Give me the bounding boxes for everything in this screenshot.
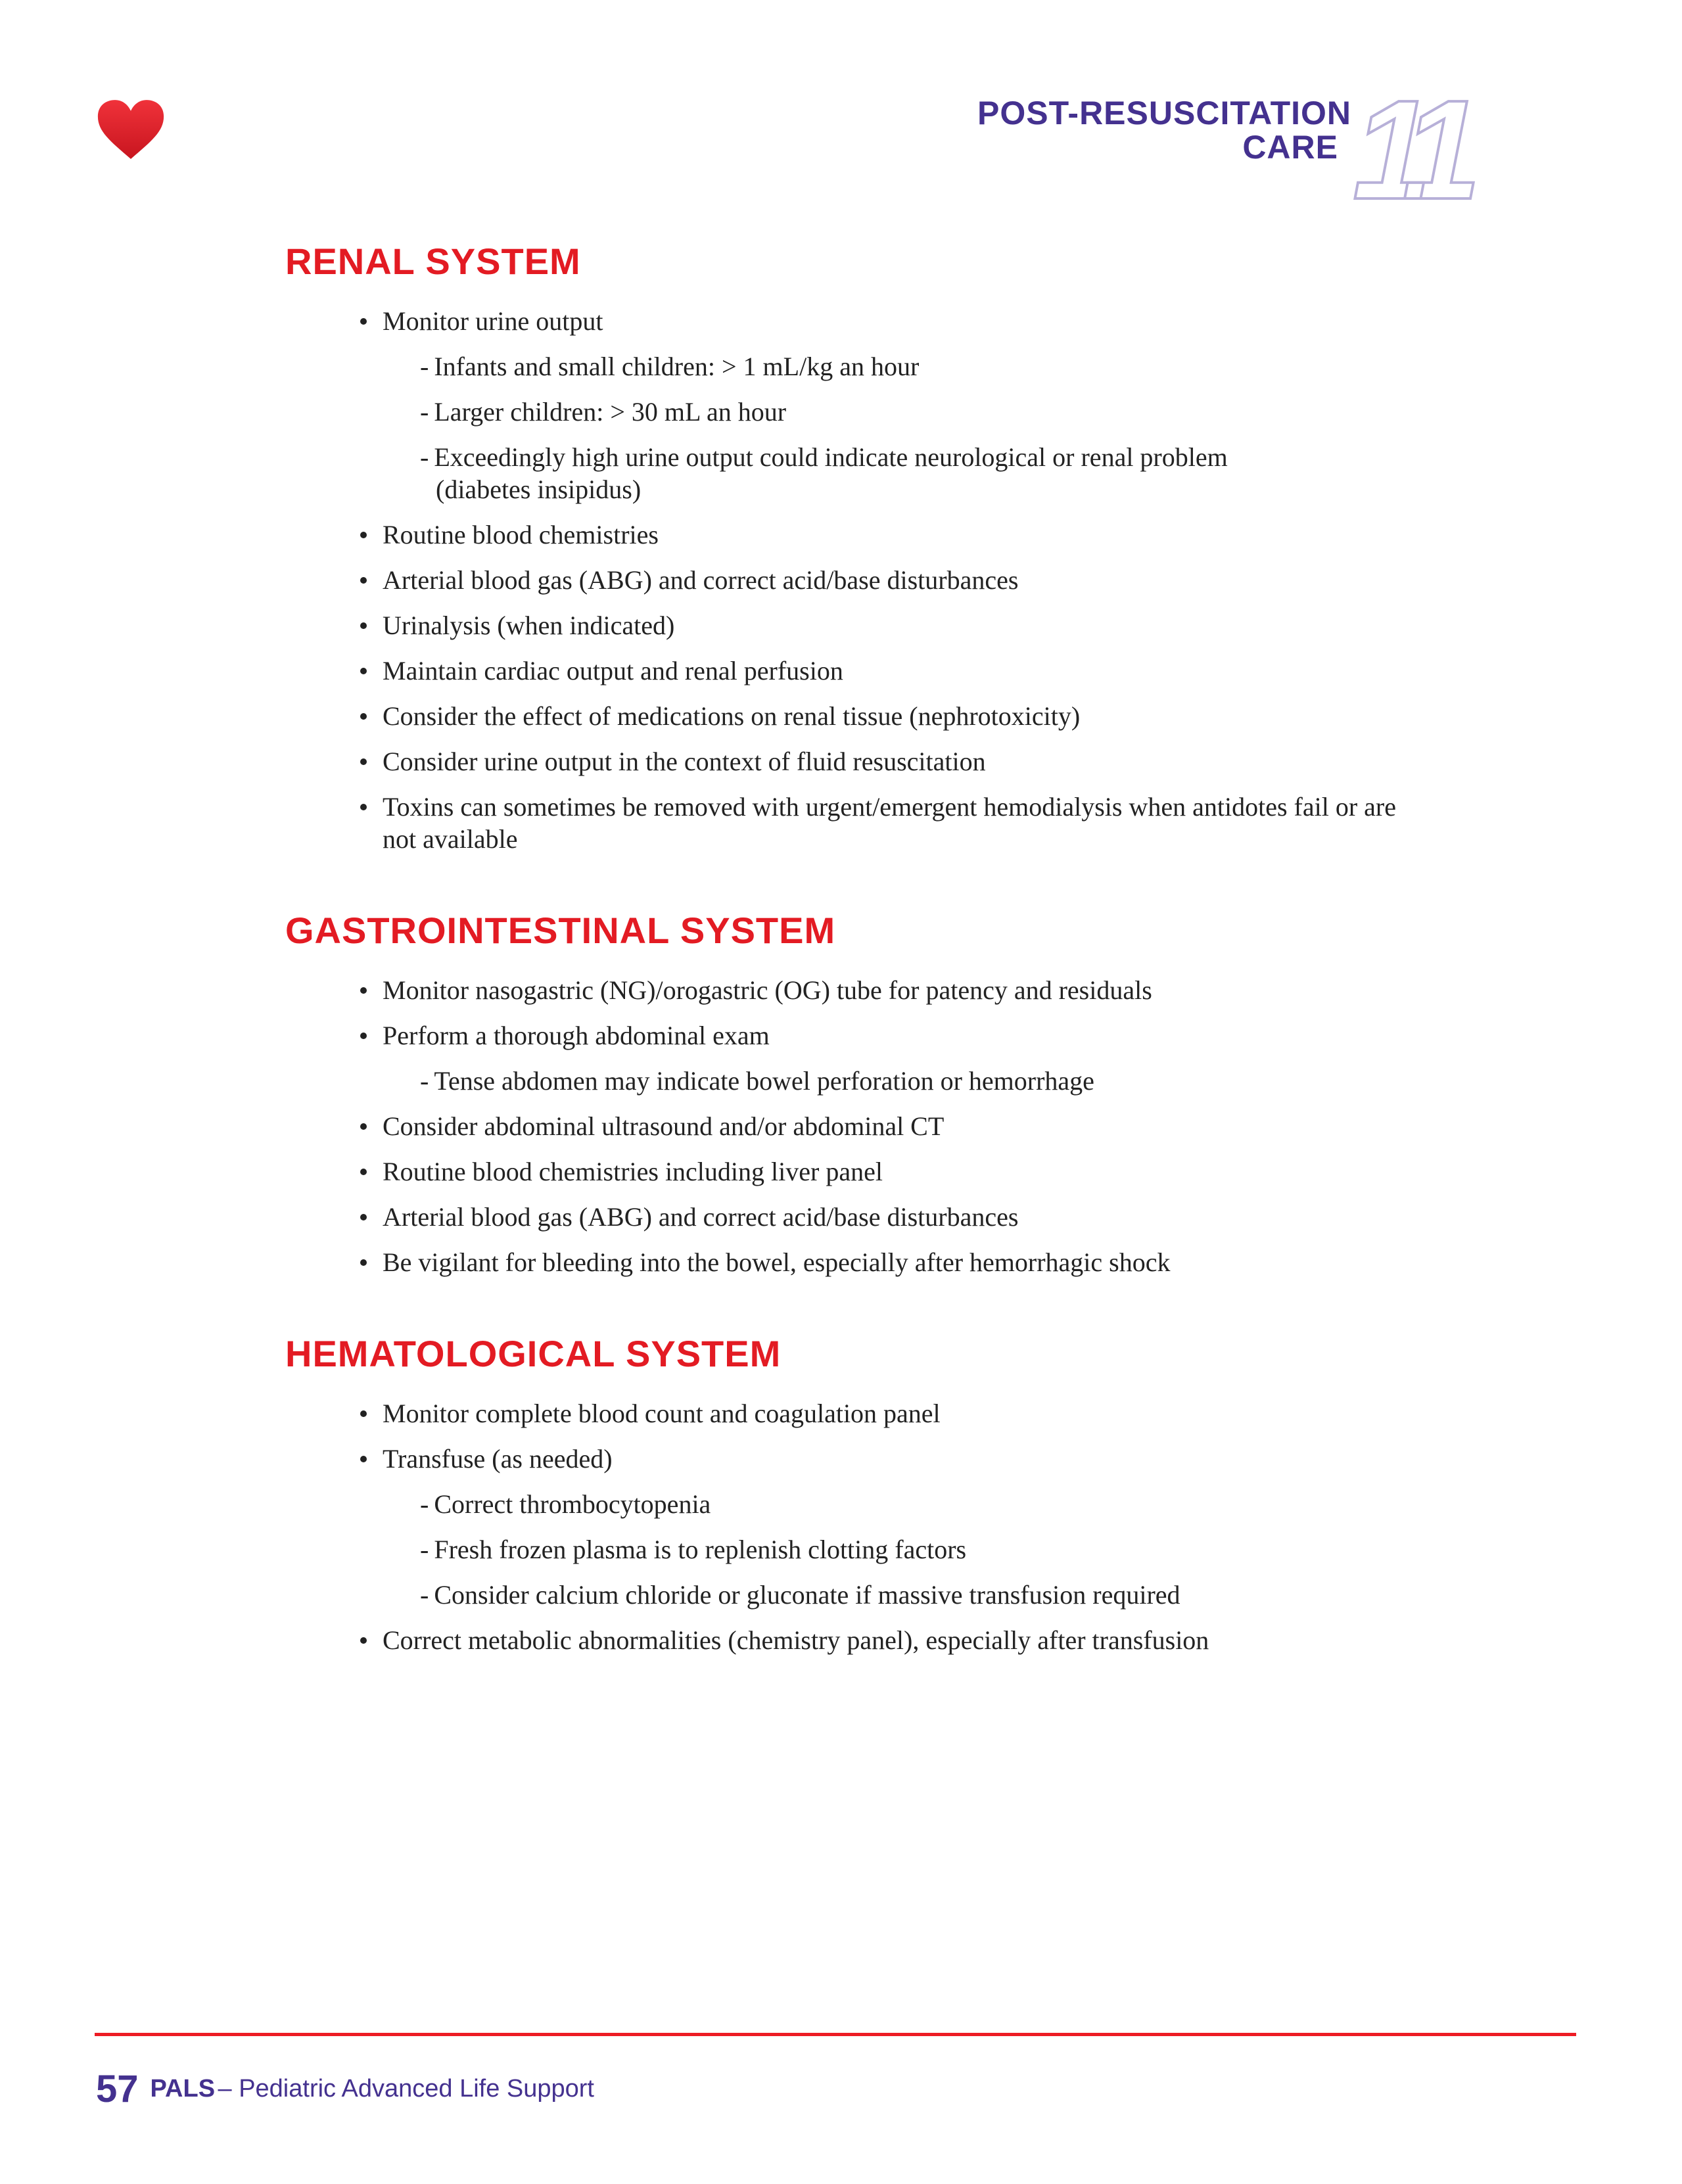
dash-marker: - [420,397,429,427]
footer-divider [95,2033,1576,2036]
chapter-title-line1: POST-RESUSCITATION [977,95,1351,131]
section-heading: RENAL SYSTEM [285,241,581,282]
list-item-text: Larger children: > 30 mL an hour [434,397,787,427]
list-item-text: Consider abdominal ultrasound and/or abdominal CT [383,1111,945,1141]
list-item-text: Consider the effect of medications on renal tissue (nephrotoxicity) [383,701,1081,731]
dash-marker: - [420,352,429,381]
sub-list-item [285,1488,1403,1520]
footer-subtitle: – Pediatric Advanced Life Support [218,2075,594,2103]
page-number: 57 [96,2068,139,2110]
list-item [285,1624,1403,1656]
list-item [285,1443,1403,1475]
list-item [285,1155,1403,1188]
list-item-text: Perform a thorough abdominal exam [383,1021,770,1050]
list-item [285,1110,1403,1142]
chapter-title [977,96,1351,164]
list-item [285,609,1403,641]
footer-brand: PALS [150,2075,216,2103]
dash-marker: - [420,442,429,472]
list-item-text: Routine blood chemistries [383,520,659,549]
list-item-text: Routine blood chemistries including liver panel [383,1157,883,1186]
list-item-text: Arterial blood gas (ABG) and correct acid/base disturbances [383,565,1019,595]
dash-marker: - [420,1066,429,1096]
list-item-text: Transfuse (as needed) [383,1444,613,1474]
list-item-text: Arterial blood gas (ABG) and correct acid/base disturbances [383,1202,1019,1232]
heart-icon [96,99,166,160]
section-list [285,305,1403,855]
list-item-text: Monitor nasogastric (NG)/orogastric (OG) tube for patency and residuals [383,975,1152,1005]
list-item-text: Monitor complete blood count and coagulation panel [383,1399,941,1428]
chapter-number: 11 [1353,70,1463,229]
section-list [285,974,1403,1278]
list-item [285,1019,1403,1052]
list-item-text: Correct thrombocytopenia [434,1489,711,1519]
list-item-text: Correct metabolic abnormalities (chemistry panel), especially after transfusion [383,1625,1209,1655]
section-list [285,1397,1403,1656]
list-item [285,974,1403,1006]
sub-list-item [285,441,1403,505]
list-item [285,519,1403,551]
list-item [285,564,1403,596]
chapter-title-line2: CARE [1242,129,1338,166]
list-item [285,655,1403,687]
content [285,240,1403,1710]
list-item-text: Consider urine output in the context of fluid resuscitation [383,747,986,776]
dash-marker: - [420,1580,429,1610]
list-item [285,745,1403,778]
list-item [285,305,1403,337]
section-heading: HEMATOLOGICAL SYSTEM [285,1333,782,1374]
sub-list-item [285,1065,1403,1097]
list-item-text: Be vigilant for bleeding into the bowel, especially after hemorrhagic shock [383,1247,1171,1277]
list-item-text: Tense abdomen may indicate bowel perforation or hemorrhage [434,1066,1094,1096]
list-item-text: Monitor urine output [383,306,603,336]
dash-marker: - [420,1535,429,1564]
list-item-text: Infants and small children: > 1 mL/kg an hour [434,352,920,381]
list-item-text: Consider calcium chloride or gluconate if massive transfusion required [434,1580,1180,1610]
sub-list-item [285,350,1403,383]
list-item-text: Toxins can sometimes be removed with urgent/emergent hemodialysis when antidotes fail or are not available [383,792,1396,854]
list-item [285,791,1403,855]
list-item-text: Fresh frozen plasma is to replenish clotting factors [434,1535,967,1564]
footer [96,2067,594,2111]
dash-marker: - [420,1489,429,1519]
list-item-text: Urinalysis (when indicated) [383,611,675,640]
sub-list-item [285,1579,1403,1611]
sub-list-item [285,1533,1403,1566]
list-item [285,1246,1403,1278]
list-item-text: Maintain cardiac output and renal perfusion [383,656,843,685]
list-item [285,1397,1403,1429]
sub-list-item [285,396,1403,428]
list-item [285,1201,1403,1233]
section-heading: GASTROINTESTINAL SYSTEM [285,910,836,951]
list-item-text: Exceedingly high urine output could indicate neurological or renal problem [434,442,1228,472]
list-item-continuation: (diabetes insipidus) [436,475,642,504]
list-item [285,700,1403,732]
